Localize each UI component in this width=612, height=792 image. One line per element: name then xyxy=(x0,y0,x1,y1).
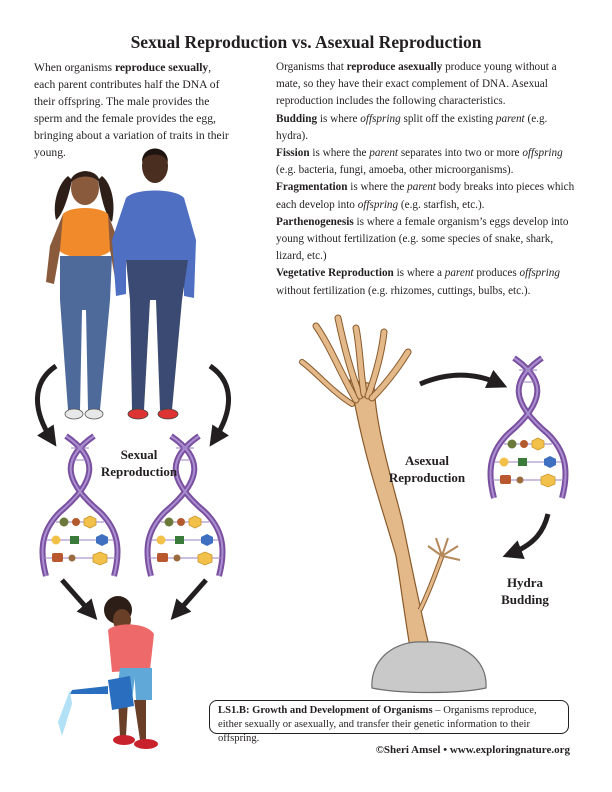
water-spray xyxy=(58,690,72,736)
budding-t3: (e.g. hydra). xyxy=(276,112,548,142)
fragmentation-t2: body breaks into pieces which each develop into xyxy=(276,181,575,211)
hydra-label-line2: Budding xyxy=(501,592,549,607)
page-title: Sexual Reproduction vs. Asexual Reproduction xyxy=(130,32,482,52)
budding-i2: parent xyxy=(495,112,525,125)
child-figure xyxy=(104,596,158,749)
budding-t2: split off the existing xyxy=(400,112,496,125)
man-figure xyxy=(112,149,196,420)
rock xyxy=(372,642,486,693)
intro-bold: reproduce asexually xyxy=(346,61,443,73)
budding-term: Budding xyxy=(276,112,318,125)
fragmentation-t1: is where the xyxy=(347,181,408,194)
hydra-bud xyxy=(428,538,460,560)
woman-figure xyxy=(46,171,124,419)
fragmentation-i1: parent xyxy=(407,181,436,194)
fission-term: Fission xyxy=(276,147,310,160)
hydra-label-line1: Hydra xyxy=(506,575,544,590)
arrow-hydra-to-dna xyxy=(420,375,500,384)
sexual-label-line2: Reproduction xyxy=(100,464,178,479)
parthenogenesis-t1: is where a female organism’s eggs develop into young without fertilization (e.g. some species of snake, shark, lizard, etc.) xyxy=(276,215,569,263)
arrow-dna-to-bud xyxy=(510,514,548,554)
fission-t1: is where the xyxy=(309,147,370,160)
hydra-budding-label xyxy=(470,574,580,608)
standard-box xyxy=(209,700,569,744)
arrow-dna-to-child-right xyxy=(176,580,206,614)
fission-i2: offspring xyxy=(522,147,563,160)
vegetative-t2: produces xyxy=(473,267,520,280)
arrow-dna-to-child-left xyxy=(62,580,92,614)
fragmentation-t3: (e.g. starfish, etc.). xyxy=(398,198,485,211)
fragmentation-i2: offspring xyxy=(357,198,399,211)
sexual-label-line1: Sexual xyxy=(120,447,158,462)
asexual-reproduction-label xyxy=(372,452,482,486)
fission-t3: (e.g. bacteria, fungi, amoeba, other microorganisms). xyxy=(276,164,514,177)
sexual-reproduction-label xyxy=(84,446,194,480)
fission-t2: separates into two or more xyxy=(398,147,523,160)
intro-part2: produce young without a mate, so they have their exact complement of DNA. Asexual reproduction includes the following characteristics. xyxy=(276,61,557,108)
budding-i1: offspring xyxy=(360,112,401,125)
arrow-man-to-dna xyxy=(210,366,229,440)
parthenogenesis-term: Parthenogenesis xyxy=(276,215,354,228)
vegetative-i1: parent xyxy=(444,267,474,280)
standard-text: – Organisms reproduce, either sexually or asexually, and transfer their genetic information to their offspring. xyxy=(218,705,537,744)
asexual-label-line1: Asexual xyxy=(404,453,450,468)
standard-code: LS1.B: Growth and Development of Organisms xyxy=(218,705,433,716)
sexual-desc-bold: reproduce sexually xyxy=(114,61,209,74)
vegetative-term: Vegetative Reproduction xyxy=(276,267,394,280)
vegetative-i2: offspring xyxy=(519,267,560,280)
arrow-woman-to-dna xyxy=(37,366,56,440)
sexual-desc-part2: , each parent contributes half the DNA of their offspring. The male provides the sperm and the female provides the egg, bringing about a variation of traits in their young. xyxy=(34,61,229,160)
vegetative-t1: is where a xyxy=(393,267,445,280)
vegetative-t3: without fertilization (e.g. rhizomes, cuttings, bulbs, etc.). xyxy=(276,284,531,297)
credit-line: ©Sheri Amsel • www.exploringnature.org xyxy=(375,744,570,756)
asexual-label-line2: Reproduction xyxy=(388,470,466,485)
dna-strand-asexual xyxy=(490,358,565,498)
budding-t1: is where xyxy=(317,112,361,125)
intro-part1: Organisms that xyxy=(276,61,347,73)
sexual-desc-part1: When organisms xyxy=(34,61,115,74)
fragmentation-term: Fragmentation xyxy=(276,181,348,194)
fission-i1: parent xyxy=(369,147,399,160)
